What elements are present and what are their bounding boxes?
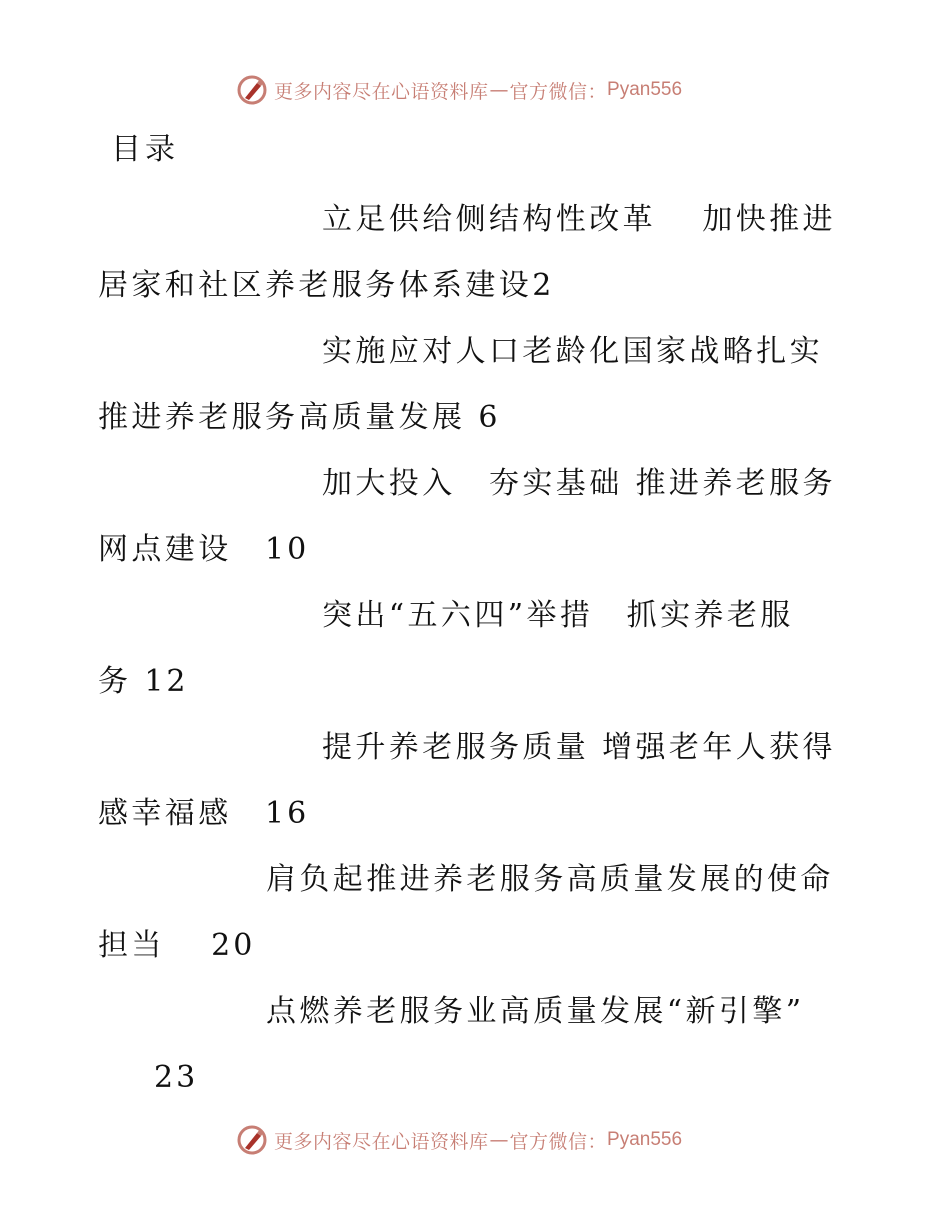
watermark-dash: — (489, 1129, 509, 1151)
toc-entry-title-line2 (98, 385, 858, 451)
pen-logo-icon (236, 74, 268, 106)
toc-entry-title-cont: 居家和社区养老服务体系建设 (98, 268, 533, 303)
toc-entry[interactable] (98, 583, 858, 715)
toc-entry-title-line2 (98, 649, 858, 715)
toc-entry[interactable] (98, 451, 858, 583)
toc-entry-page: 12 (144, 664, 189, 699)
toc-entry-title-cont: 务 (98, 664, 145, 699)
toc-entry-title-line2 (98, 781, 858, 847)
toc-entry-title-line1: 加大投入 夯实基础 推进养老服务 (322, 466, 836, 501)
toc-entry-page: 16 (265, 796, 310, 831)
toc-entry-title-line2 (98, 517, 858, 583)
toc-entry[interactable] (98, 319, 858, 451)
watermark-wechat-id: Pyan556 (607, 79, 683, 100)
watermark-text: 更多内容尽在心语资料库 (274, 1130, 489, 1153)
header-watermark (236, 72, 716, 108)
toc-entry[interactable] (98, 187, 858, 319)
watermark-text: 更多内容尽在心语资料库 (274, 80, 489, 103)
toc-entry[interactable] (98, 979, 858, 1111)
watermark-official-label: 官方微信： (509, 80, 608, 103)
toc-entry-page: 2 (532, 268, 555, 303)
toc-entry-title-line1: 肩负起推进养老服务高质量发展的使命 (266, 862, 834, 897)
toc-entry-page: 20 (211, 928, 256, 963)
watermark-wechat-id: Pyan556 (607, 1129, 683, 1150)
toc-entry-title-cont: 网点建设 (98, 532, 265, 567)
toc-entry-title-cont: 担当 (98, 928, 212, 963)
toc-entry-title-cont: 感幸福感 (98, 796, 265, 831)
watermark-official-label: 官方微信： (509, 1130, 608, 1153)
toc-entry-title-cont: 推进养老服务高质量发展 (98, 400, 479, 435)
footer-watermark (236, 1122, 716, 1158)
toc-entry-page: 23 (154, 1060, 199, 1095)
pen-logo-icon (236, 1124, 268, 1156)
toc-entry-title-line2 (98, 913, 858, 979)
toc-entry-title-line1: 实施应对人口老龄化国家战略扎实 (322, 334, 823, 369)
toc-entry-title-line2 (98, 253, 858, 319)
toc-entry-title-line1: 点燃养老服务业高质量发展“新引擎” (266, 994, 805, 1029)
toc-entry-title-line1: 突出“五六四”举措 抓实养老服 (322, 598, 794, 633)
toc-entry[interactable] (98, 715, 858, 847)
toc-title: 目录 (111, 132, 179, 167)
toc-entry-page: 6 (478, 400, 501, 435)
toc-entry-title-line2 (98, 1045, 858, 1111)
toc-entry-page: 10 (265, 532, 310, 567)
toc-entry-title-line1: 提升养老服务质量 增强老年人获得 (322, 730, 836, 765)
watermark-dash: — (489, 79, 509, 101)
toc-entry[interactable] (98, 847, 858, 979)
toc-entry-title-line1: 立足供给侧结构性改革 加快推进 (322, 202, 836, 237)
